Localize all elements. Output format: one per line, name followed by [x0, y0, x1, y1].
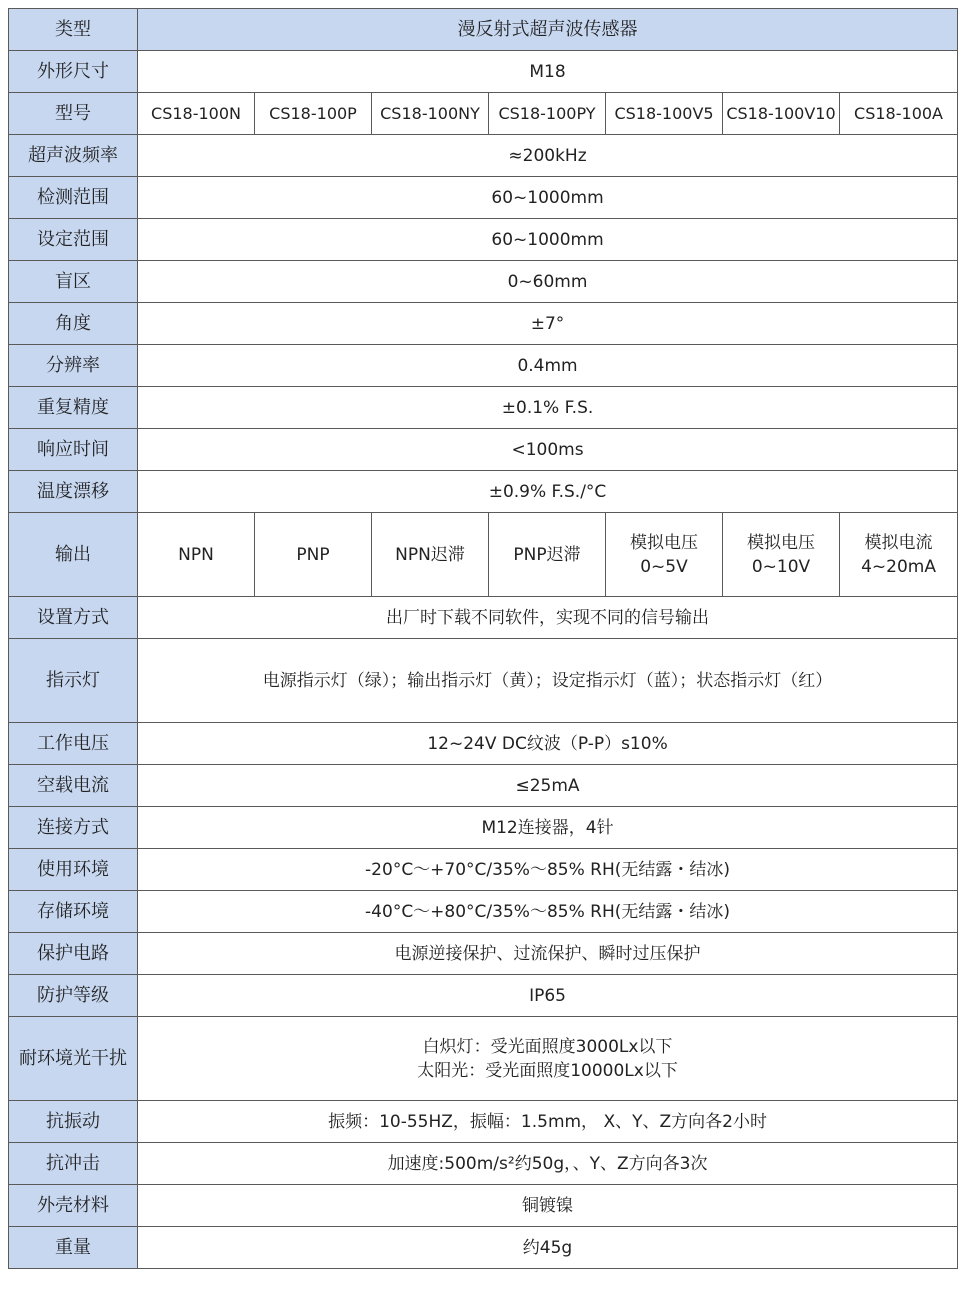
voltage-label: 工作电压: [9, 723, 138, 765]
resolution-value: 0.4mm: [138, 345, 958, 387]
output-cell: [138, 513, 255, 597]
setting-method-label: 设置方式: [9, 597, 138, 639]
size-label: 外形尺寸: [9, 51, 138, 93]
storage-env-label: 存储环境: [9, 891, 138, 933]
indicator-value: 电源指示灯（绿）；输出指示灯（黄）；设定指示灯（蓝）；状态指示灯（红）: [138, 639, 958, 723]
repeatability-label: 重复精度: [9, 387, 138, 429]
light-interference-line-2: 太阳光：受光面照度10000Lx以下: [417, 1060, 678, 1081]
output-line: 模拟电压: [747, 532, 815, 553]
detect-range-label: 检测范围: [9, 177, 138, 219]
protection-rating-label: 防护等级: [9, 975, 138, 1017]
angle-value: ±7°: [138, 303, 958, 345]
model-cell: CS18-100N: [138, 93, 255, 135]
spec-table: [8, 8, 958, 1269]
no-load-current-value: ≤25mA: [138, 765, 958, 807]
temp-drift-label: 温度漂移: [9, 471, 138, 513]
vibration-value: 振频：10-55HZ，振幅：1.5mm， X、Y、Z方向各2小时: [138, 1101, 958, 1143]
row-operating-env: [9, 849, 958, 891]
output-line-2: 0~5V: [640, 556, 688, 577]
setting-method-value: 出厂时下载不同软件，实现不同的信号输出: [138, 597, 958, 639]
blind-zone-label: 盲区: [9, 261, 138, 303]
row-angle: [9, 303, 958, 345]
output-line: PNP: [296, 544, 330, 565]
voltage-value: 12~24V DC纹波（P-P）s10%: [138, 723, 958, 765]
weight-value: 约45g: [138, 1227, 958, 1269]
resolution-label: 分辨率: [9, 345, 138, 387]
type-label: 类型: [9, 9, 138, 51]
set-range-label: 设定范围: [9, 219, 138, 261]
row-voltage: [9, 723, 958, 765]
light-interference-line-1: 白炽灯：受光面照度3000Lx以下: [422, 1036, 673, 1057]
output-cell: [489, 513, 606, 597]
row-size: [9, 51, 958, 93]
row-light-interference: [9, 1017, 958, 1101]
model-cell: CS18-100PY: [489, 93, 606, 135]
model-label: 型号: [9, 93, 138, 135]
row-frequency: [9, 135, 958, 177]
row-shock: [9, 1143, 958, 1185]
light-interference-label: 耐环境光干扰: [9, 1017, 138, 1101]
model-cell: CS18-100V5: [606, 93, 723, 135]
connection-label: 连接方式: [9, 807, 138, 849]
size-value: M18: [138, 51, 958, 93]
frequency-label: 超声波频率: [9, 135, 138, 177]
row-storage-env: [9, 891, 958, 933]
row-housing: [9, 1185, 958, 1227]
output-cell: [840, 513, 958, 597]
row-model: [9, 93, 958, 135]
detect-range-value: 60~1000mm: [138, 177, 958, 219]
row-indicator: [9, 639, 958, 723]
row-protection-circuit: [9, 933, 958, 975]
light-interference-value: [138, 1017, 958, 1101]
row-detect-range: [9, 177, 958, 219]
output-line: PNP迟滞: [513, 544, 581, 565]
output-label: 输出: [9, 513, 138, 597]
model-cell: CS18-100NY: [372, 93, 489, 135]
row-protection-rating: [9, 975, 958, 1017]
row-resolution: [9, 345, 958, 387]
row-connection: [9, 807, 958, 849]
row-set-range: [9, 219, 958, 261]
row-output: [9, 513, 958, 597]
output-cell: [606, 513, 723, 597]
angle-label: 角度: [9, 303, 138, 345]
shock-label: 抗冲击: [9, 1143, 138, 1185]
row-temp-drift: [9, 471, 958, 513]
operating-env-value: -20°C～+70°C/35%～85% RH(无结露・结冰): [138, 849, 958, 891]
output-line-2: 4~20mA: [861, 556, 936, 577]
protection-circuit-value: 电源逆接保护、过流保护、瞬时过压保护: [138, 933, 958, 975]
response-time-label: 响应时间: [9, 429, 138, 471]
indicator-label: 指示灯: [9, 639, 138, 723]
storage-env-value: -40°C～+80°C/35%～85% RH(无结露・结冰): [138, 891, 958, 933]
protection-rating-value: IP65: [138, 975, 958, 1017]
vibration-label: 抗振动: [9, 1101, 138, 1143]
model-cell: CS18-100P: [255, 93, 372, 135]
model-cell: CS18-100V10: [723, 93, 840, 135]
shock-value: 加速度:500m/s²约50g，、Y、Z方向各3次: [138, 1143, 958, 1185]
output-line-2: 0~10V: [751, 556, 811, 577]
row-vibration: [9, 1101, 958, 1143]
weight-label: 重量: [9, 1227, 138, 1269]
housing-label: 外壳材料: [9, 1185, 138, 1227]
repeatability-value: ±0.1% F.S.: [138, 387, 958, 429]
row-repeatability: [9, 387, 958, 429]
blind-zone-value: 0~60mm: [138, 261, 958, 303]
output-cell: [372, 513, 489, 597]
response-time-value: <100ms: [138, 429, 958, 471]
type-value: 漫反射式超声波传感器: [138, 9, 958, 51]
model-cell: CS18-100A: [840, 93, 958, 135]
row-setting-method: [9, 597, 958, 639]
output-cell: [723, 513, 840, 597]
frequency-value: ≈200kHz: [138, 135, 958, 177]
connection-value: M12连接器，4针: [138, 807, 958, 849]
set-range-value: 60~1000mm: [138, 219, 958, 261]
row-response-time: [9, 429, 958, 471]
row-no-load-current: [9, 765, 958, 807]
protection-circuit-label: 保护电路: [9, 933, 138, 975]
output-line: 模拟电流: [864, 532, 933, 553]
operating-env-label: 使用环境: [9, 849, 138, 891]
output-line: NPN: [178, 544, 214, 565]
temp-drift-value: ±0.9% F.S./°C: [138, 471, 958, 513]
row-weight: [9, 1227, 958, 1269]
housing-value: 铜镀镍: [138, 1185, 958, 1227]
no-load-current-label: 空载电流: [9, 765, 138, 807]
output-line: NPN迟滞: [395, 544, 465, 565]
output-line: 模拟电压: [630, 532, 698, 553]
output-cell: [255, 513, 372, 597]
row-type: [9, 9, 958, 51]
row-blind-zone: [9, 261, 958, 303]
